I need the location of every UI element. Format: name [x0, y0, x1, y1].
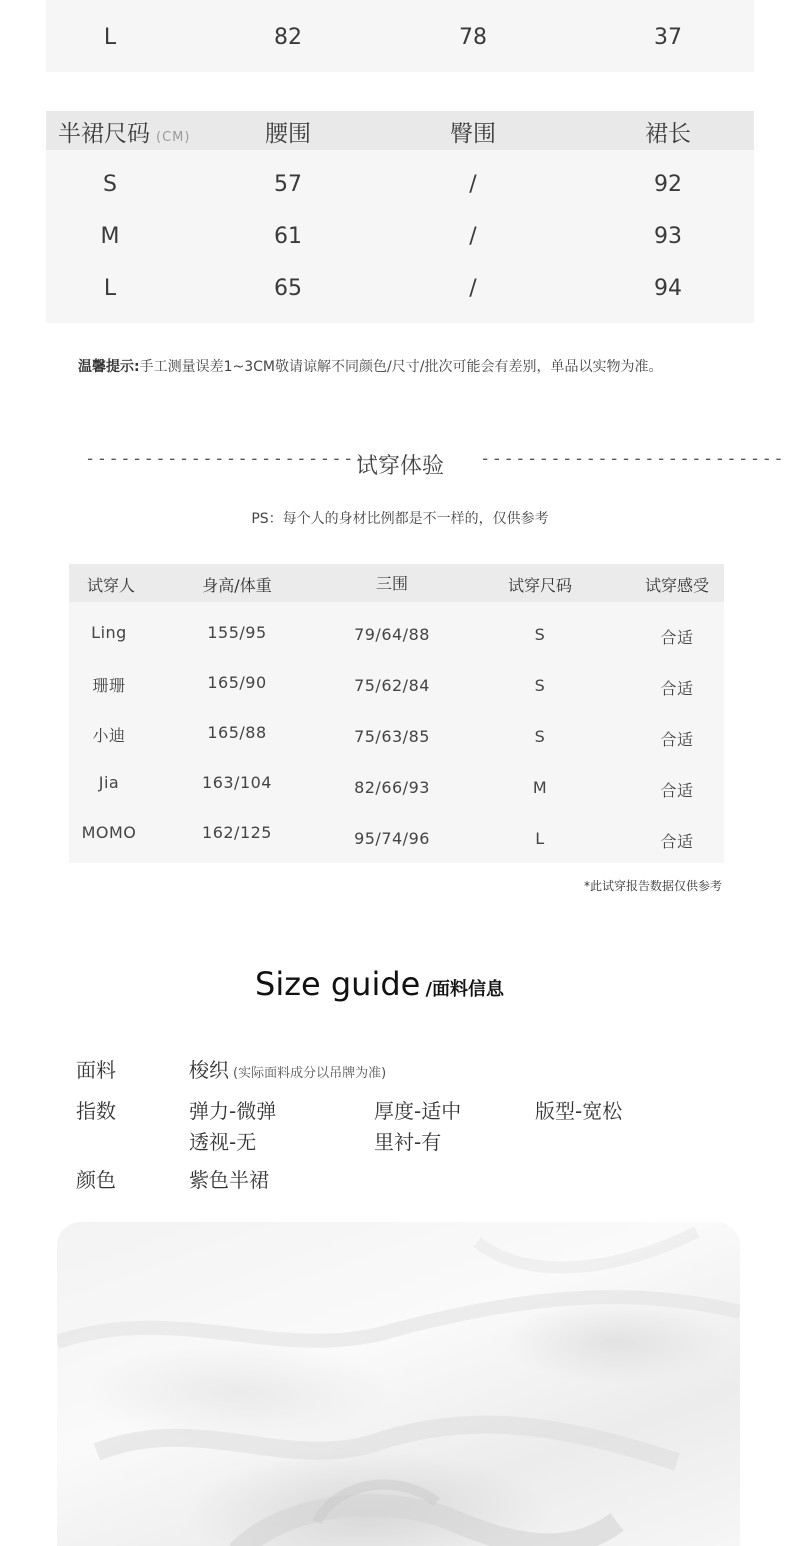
header-height-weight: 身高/体重	[202, 576, 272, 595]
waist-cell: 57	[274, 172, 302, 197]
size-cell: S	[103, 172, 117, 197]
header-person: 试穿人	[86, 576, 136, 595]
tip-label: 温馨提示:	[78, 359, 140, 375]
fabric-value: 梭织 (实际面料成分以吊牌为准)	[189, 1058, 387, 1082]
size-cell: M	[532, 778, 548, 797]
feel-cell: 合适	[660, 781, 694, 800]
waist-cell: 65	[274, 276, 302, 301]
size-cell: S	[534, 676, 546, 695]
size-cell: S	[534, 625, 546, 644]
measurements-cell: 75/62/84	[354, 676, 430, 695]
tip-text: 手工测量误差1~3CM敬请谅解不同颜色/尺寸/批次可能会有差别，单品以实物为准。	[139, 359, 663, 375]
height-weight-cell: 155/95	[207, 623, 267, 642]
color-label: 颜色	[76, 1168, 116, 1192]
hip-cell: /	[469, 224, 477, 249]
title-big: Size guide	[255, 965, 421, 1003]
person-cell: Jia	[98, 773, 120, 792]
feel-cell: 合适	[660, 628, 694, 647]
table-header	[69, 564, 724, 602]
hip-cell: /	[469, 276, 477, 301]
footnote: *此试穿报告数据仅供参考	[583, 879, 722, 893]
size-guide-title	[255, 965, 504, 1003]
header-size: 试穿尺码	[507, 576, 573, 595]
header-length: 裙长	[645, 121, 691, 147]
feel-cell: 合适	[660, 679, 694, 698]
try-on-table	[69, 564, 724, 863]
length-cell: 94	[654, 276, 682, 301]
fabric-photo	[57, 1222, 740, 1546]
person-cell: Ling	[91, 623, 127, 642]
size-cell: M	[100, 224, 120, 249]
size-table-top	[46, 0, 754, 72]
length-cell: 92	[654, 172, 682, 197]
fabric-note: (实际面料成分以吊牌为准)	[233, 1066, 387, 1081]
header-feel: 试穿感受	[644, 576, 710, 595]
index-fit: 版型-宽松	[535, 1099, 623, 1123]
color-value: 紫色半裙	[189, 1168, 269, 1192]
waist-cell: 61	[274, 224, 302, 249]
size-cell: L	[103, 276, 117, 301]
person-cell: MOMO	[81, 823, 137, 842]
measurement-tip	[78, 356, 662, 376]
fabric-folds	[57, 1222, 740, 1546]
ps-note: PS：每个人的身材比例都是不一样的，仅供参考	[251, 511, 549, 527]
value-cell: 78	[459, 25, 487, 50]
skirt-size-table	[46, 111, 754, 323]
index-sheerness: 透视-无	[189, 1130, 257, 1154]
person-cell: 珊珊	[92, 676, 126, 695]
measurements-cell: 95/74/96	[354, 829, 430, 848]
unit-label: (CM)	[156, 130, 191, 145]
header-measurements: 三围	[375, 574, 409, 593]
section-title: 试穿体验	[355, 454, 445, 479]
index-lining: 里衬-有	[374, 1130, 442, 1154]
person-cell: 小迪	[92, 726, 126, 745]
table-header	[46, 111, 754, 150]
try-on-title-row	[0, 449, 800, 479]
header-hip: 臀围	[450, 121, 496, 147]
header-waist: 腰围	[265, 121, 311, 147]
feel-cell: 合适	[660, 730, 694, 749]
fabric-label: 面料	[76, 1058, 116, 1082]
feel-cell: 合适	[660, 832, 694, 851]
hip-cell: /	[469, 172, 477, 197]
length-cell: 93	[654, 224, 682, 249]
size-cell: L	[103, 25, 117, 50]
height-weight-cell: 162/125	[202, 823, 272, 842]
height-weight-cell: 165/88	[207, 723, 267, 742]
measurements-cell: 82/66/93	[354, 778, 430, 797]
title-small: /面料信息	[425, 979, 505, 1000]
size-cell: S	[534, 727, 546, 746]
measurements-cell: 75/63/85	[354, 727, 430, 746]
index-label: 指数	[76, 1099, 116, 1123]
value-cell: 37	[654, 25, 682, 50]
height-weight-cell: 163/104	[202, 773, 272, 792]
divider-left: --------------------------	[85, 449, 391, 469]
measurements-cell: 79/64/88	[354, 625, 430, 644]
size-cell: L	[535, 829, 545, 848]
divider-right: --------------------------	[480, 449, 786, 469]
value-cell: 82	[274, 25, 302, 50]
index-thickness: 厚度-适中	[374, 1099, 462, 1123]
height-weight-cell: 165/90	[207, 673, 267, 692]
header-size-label: 半裙尺码 (CM)	[58, 121, 191, 147]
index-elasticity: 弹力-微弹	[189, 1099, 277, 1123]
